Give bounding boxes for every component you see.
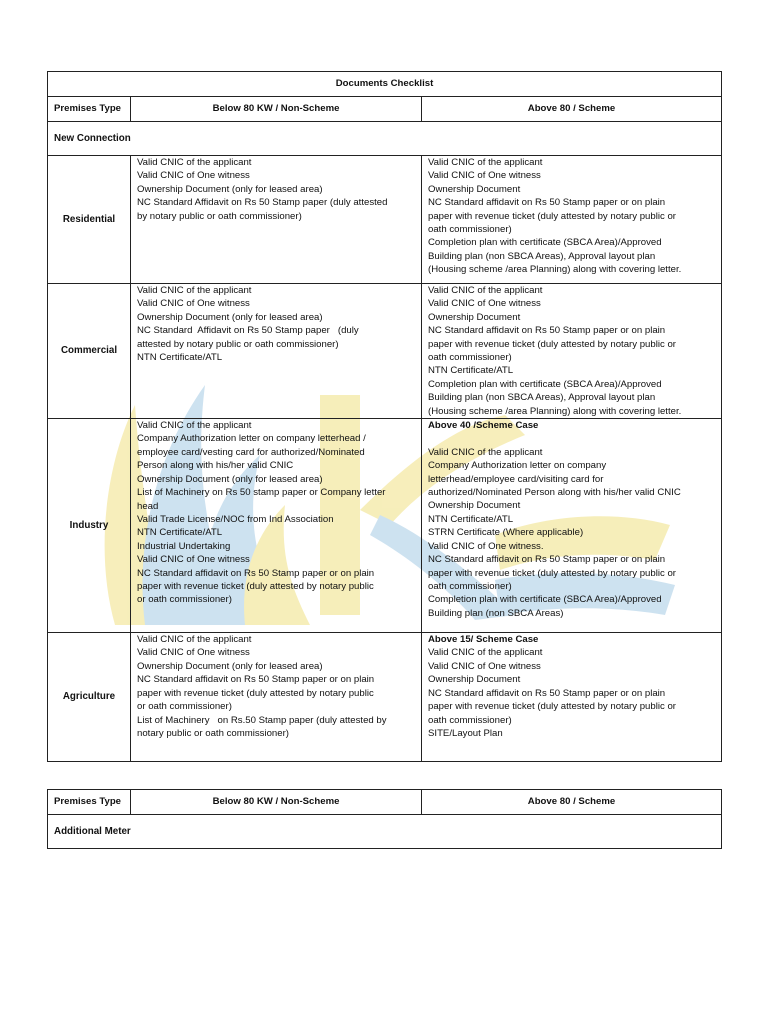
checklist-item: Valid CNIC of One witness bbox=[428, 170, 541, 182]
premises-type-agriculture: Agriculture bbox=[48, 633, 131, 762]
header-below-80: Below 80 KW / Non-Scheme bbox=[131, 790, 422, 815]
checklist-item: Ownership Document bbox=[428, 500, 521, 512]
checklist-item: paper with revenue ticket (duly attested by notary public bbox=[137, 687, 374, 699]
checklist-item: (Housing scheme /area Planning) along with covering letter. bbox=[428, 405, 682, 417]
agriculture-below-list bbox=[131, 633, 422, 762]
checklist-item: oath commissioner) bbox=[428, 224, 512, 236]
checklist-item: paper with revenue ticket (duly attested by notary public or bbox=[428, 701, 676, 713]
table-title: Documents Checklist bbox=[48, 72, 722, 97]
checklist-item: Valid CNIC of One witness bbox=[428, 660, 541, 672]
checklist-item: NTN Certificate/ATL bbox=[428, 513, 514, 525]
checklist-item: Building plan (non SBCA Areas) bbox=[428, 607, 564, 619]
checklist-item: Building plan (non SBCA Areas), Approval layout plan bbox=[428, 250, 656, 262]
checklist-item: Valid CNIC of the applicant bbox=[428, 446, 543, 458]
checklist-item: Completion plan with certificate (SBCA Area)/Approved bbox=[428, 594, 662, 606]
agriculture-above-heading: Above 15/ Scheme Case bbox=[428, 634, 539, 646]
residential-below-list bbox=[131, 156, 422, 284]
checklist-item: oath commissioner) bbox=[428, 352, 512, 364]
header-above-80: Above 80 / Scheme bbox=[422, 790, 722, 815]
checklist-item: notary public or oath commissioner) bbox=[137, 727, 289, 739]
checklist-item: Ownership Document (only for leased area) bbox=[137, 473, 323, 485]
header-above-80: Above 80 / Scheme bbox=[422, 97, 722, 122]
checklist-item: Valid CNIC of the applicant bbox=[137, 285, 252, 296]
checklist-item bbox=[428, 432, 715, 445]
checklist-item: Valid CNIC of the applicant bbox=[137, 157, 252, 168]
checklist-item: Ownership Document (only for leased area) bbox=[137, 660, 323, 672]
checklist-item: NC Standard Affidavit on Rs 50 Stamp paper (duly bbox=[137, 325, 359, 337]
premises-type-commercial: Commercial bbox=[48, 284, 131, 419]
table-row bbox=[48, 419, 722, 633]
checklist-item: attested by notary public or oath commissioner) bbox=[137, 338, 339, 350]
checklist-item: Valid Trade License/NOC from Ind Association bbox=[137, 513, 334, 525]
checklist-item: Company Authorization letter on company letterhead / bbox=[137, 433, 366, 445]
checklist-item: (Housing scheme /area Planning) along with covering letter. bbox=[428, 264, 682, 276]
checklist-item: paper with revenue ticket (duly attested by notary public or bbox=[428, 210, 676, 222]
checklist-item: List of Machinery on Rs.50 Stamp paper (duly attested by bbox=[137, 714, 387, 726]
checklist-item: Person along with his/her valid CNIC bbox=[137, 460, 294, 472]
commercial-above-list bbox=[422, 284, 722, 419]
table-row bbox=[48, 633, 722, 762]
checklist-item: Ownership Document bbox=[428, 674, 521, 686]
checklist-item: Valid CNIC of One witness bbox=[137, 170, 250, 182]
checklist-item: authorized/Nominated Person along with his/her valid CNIC bbox=[428, 487, 681, 499]
checklist-item: NC Standard Affidavit on Rs 50 Stamp paper (duly attested bbox=[137, 197, 388, 209]
checklist-item: NTN Certificate/ATL bbox=[137, 352, 223, 364]
checklist-item: paper with revenue ticket (duly attested by notary public or bbox=[428, 338, 676, 350]
checklist-item: Ownership Document bbox=[428, 311, 521, 323]
industry-below-list bbox=[131, 419, 422, 633]
checklist-item: Ownership Document bbox=[428, 183, 521, 195]
checklist-item: oath commissioner) bbox=[428, 580, 512, 592]
checklist-item: paper with revenue ticket (duly attested by notary public or bbox=[428, 567, 676, 579]
header-premises-type: Premises Type bbox=[48, 97, 131, 122]
checklist-item: Ownership Document (only for leased area) bbox=[137, 183, 323, 195]
checklist-item: Building plan (non SBCA Areas), Approval layout plan bbox=[428, 392, 656, 404]
checklist-item: Company Authorization letter on company bbox=[428, 460, 607, 472]
checklist-item: Valid CNIC of One witness. bbox=[428, 540, 544, 552]
checklist-item: NC Standard affidavit on Rs 50 Stamp paper or on plain bbox=[137, 674, 375, 686]
premises-type-residential: Residential bbox=[48, 156, 131, 284]
residential-above-list bbox=[422, 156, 722, 284]
checklist-item: List of Machinery on Rs 50 stamp paper or Company letter bbox=[137, 487, 386, 499]
documents-checklist-table bbox=[47, 71, 722, 762]
checklist-item: Completion plan with certificate (SBCA Area)/Approved bbox=[428, 378, 662, 390]
section-additional-meter: Additional Meter bbox=[48, 815, 722, 849]
checklist-item: letterhead/employee card/visiting card for bbox=[428, 473, 604, 485]
commercial-below-list bbox=[131, 284, 422, 419]
checklist-item: employee card/vesting card for authorized/Nominated bbox=[137, 446, 365, 458]
checklist-item: Valid CNIC of One witness bbox=[428, 298, 541, 310]
checklist-item: or oath commissioner) bbox=[137, 594, 232, 606]
checklist-item: Completion plan with certificate (SBCA Area)/Approved bbox=[428, 237, 662, 249]
industry-above-heading: Above 40 /Scheme Case bbox=[428, 420, 539, 432]
agriculture-above-list bbox=[422, 633, 722, 762]
checklist-item: NC Standard affidavit on Rs 50 Stamp paper or on plain bbox=[137, 567, 375, 579]
checklist-item: Valid CNIC of One witness bbox=[137, 298, 250, 310]
checklist-item: Valid CNIC of the applicant bbox=[428, 285, 543, 296]
table-row bbox=[48, 156, 722, 284]
table-row bbox=[48, 284, 722, 419]
section-new-connection: New Connection bbox=[48, 122, 722, 156]
checklist-item: Valid CNIC of the applicant bbox=[137, 420, 252, 432]
checklist-item: NTN Certificate/ATL bbox=[137, 527, 223, 539]
header-premises-type: Premises Type bbox=[48, 790, 131, 815]
checklist-item: Ownership Document (only for leased area) bbox=[137, 311, 323, 323]
industry-above-list bbox=[422, 419, 722, 633]
checklist-item: SITE/Layout Plan bbox=[428, 727, 503, 739]
checklist-item: NC Standard affidavit on Rs 50 Stamp paper or on plain bbox=[428, 325, 666, 337]
additional-meter-table bbox=[47, 789, 722, 849]
header-below-80: Below 80 KW / Non-Scheme bbox=[131, 97, 422, 122]
checklist-item: NC Standard affidavit on Rs 50 Stamp paper or on plain bbox=[428, 197, 666, 209]
premises-type-industry: Industry bbox=[48, 419, 131, 633]
checklist-item: Valid CNIC of One witness bbox=[137, 647, 250, 659]
checklist-item: Valid CNIC of the applicant bbox=[428, 647, 543, 659]
checklist-item: STRN Certificate (Where applicable) bbox=[428, 527, 584, 539]
checklist-item: Industrial Undertaking bbox=[137, 540, 231, 552]
checklist-item: oath commissioner) bbox=[428, 714, 512, 726]
checklist-item: Valid CNIC of the applicant bbox=[428, 157, 543, 168]
checklist-item: NTN Certificate/ATL bbox=[428, 365, 514, 377]
checklist-item: Valid CNIC of One witness bbox=[137, 554, 250, 566]
checklist-item: paper with revenue ticket (duly attested by notary public bbox=[137, 580, 374, 592]
checklist-item: by notary public or oath commissioner) bbox=[137, 210, 302, 222]
checklist-item: Valid CNIC of the applicant bbox=[137, 634, 252, 646]
checklist-item: NC Standard affidavit on Rs 50 Stamp paper or on plain bbox=[428, 554, 666, 566]
checklist-item: head bbox=[137, 500, 159, 512]
checklist-item: NC Standard affidavit on Rs 50 Stamp paper or on plain bbox=[428, 687, 666, 699]
checklist-item: or oath commissioner) bbox=[137, 701, 232, 713]
